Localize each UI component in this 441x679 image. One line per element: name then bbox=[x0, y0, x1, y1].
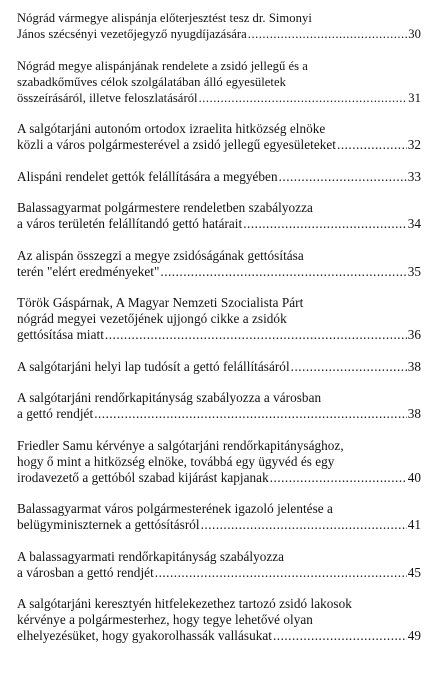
dot-leader bbox=[243, 216, 406, 232]
toc-page-number: 41 bbox=[407, 517, 421, 532]
toc-entry-last-line bbox=[17, 90, 421, 106]
toc-entry-line: A balassagyarmati rendőrkapitányság szabályozza bbox=[17, 548, 285, 564]
dot-leader bbox=[273, 628, 407, 644]
toc-entry bbox=[17, 501, 421, 533]
toc-entry-last-line bbox=[17, 565, 421, 581]
toc-entry bbox=[17, 549, 421, 581]
toc-entry bbox=[17, 390, 421, 422]
toc-entry-last-line bbox=[17, 264, 421, 280]
toc-entry-line: terén "elért eredményeket" bbox=[17, 263, 160, 279]
toc-entry-last-line bbox=[17, 517, 421, 533]
toc-page-number: 31 bbox=[408, 90, 421, 105]
table-of-contents bbox=[17, 10, 421, 660]
toc-entry-line: Az alispán összegzi a megye zsidóságának gettósítása bbox=[17, 247, 304, 263]
toc-entry bbox=[17, 438, 421, 486]
toc-entry-line: irodavezető a gettóból szabad kijárást kapjanak bbox=[17, 469, 269, 485]
toc-entry-line: közli a város polgármesterével a zsidó jellegű egyesületeket bbox=[17, 137, 337, 152]
dot-leader bbox=[94, 406, 407, 422]
toc-entry bbox=[17, 596, 421, 644]
toc-page-number: 45 bbox=[407, 564, 421, 580]
toc-entry-last-line bbox=[17, 169, 421, 185]
toc-entry bbox=[17, 10, 421, 42]
toc-entry-line: hogy ő mint a hitközség elnöke, továbbá egy ügyvéd és egy bbox=[17, 453, 335, 469]
toc-page-number: 38 bbox=[407, 406, 421, 421]
toc-entry bbox=[17, 248, 421, 280]
dot-leader bbox=[270, 470, 407, 486]
dot-leader bbox=[155, 565, 407, 581]
toc-entry-line: a gettó rendjét bbox=[17, 406, 94, 421]
toc-entry-last-line bbox=[17, 628, 421, 644]
toc-entry bbox=[17, 169, 421, 185]
toc-entry-last-line bbox=[17, 26, 421, 42]
toc-entry-line: szabadkőműves célok szolgálatában álló egyesületek bbox=[17, 74, 286, 89]
toc-entry-line: nógrád megyei vezetőjének ujjongó cikke a zsidók bbox=[17, 311, 287, 326]
toc-entry-line: Nógrád megye alispánjának rendelete a zsidó jellegű és a bbox=[17, 58, 308, 73]
toc-entry-line: összeírásáról, illetve feloszlatásáról bbox=[17, 90, 198, 105]
toc-entry-line: Nógrád vármegye alispánja előterjesztést tesz dr. Simonyi bbox=[17, 11, 312, 25]
toc-page-number: 32 bbox=[407, 137, 421, 152]
toc-entry-line: a város területén felállítandó gettó határait bbox=[17, 216, 243, 231]
toc-entry-line: kérvénye a polgármesterhez, hogy tegye lehetővé olyan bbox=[17, 612, 313, 627]
toc-entry-line: Alispáni rendelet gettók felállítására a megyében bbox=[17, 168, 278, 184]
toc-page-number: 38 bbox=[407, 358, 421, 374]
toc-entry-line: A salgótarjáni autonóm ortodox izraelita hitközség elnöke bbox=[17, 121, 326, 136]
toc-page-number: 35 bbox=[407, 263, 421, 279]
dot-leader bbox=[337, 137, 407, 153]
toc-page-number: 34 bbox=[407, 216, 421, 231]
toc-entry bbox=[17, 359, 421, 375]
toc-entry-line: A salgótarjáni helyi lap tudósít a gettó felállításáról bbox=[17, 358, 290, 374]
toc-entry-line: Friedler Samu kérvénye a salgótarjáni rendőrkapitánysághoz, bbox=[17, 437, 344, 453]
toc-entry-line: belügyminiszternek a gettósításról bbox=[17, 517, 200, 532]
toc-entry-last-line bbox=[17, 327, 421, 343]
dot-leader bbox=[291, 359, 407, 375]
toc-entry-line: Balassagyarmat város polgármesterének igazoló jelentése a bbox=[17, 501, 333, 516]
toc-entry-line: elhelyezésüket, hogy gyakorolhassák vallásukat bbox=[17, 628, 272, 643]
toc-entry-line: a városban a gettó rendjét bbox=[17, 564, 154, 580]
toc-entry-line: János szécsényi vezetőjegyző nyugdíjazására bbox=[17, 27, 247, 41]
toc-entry-line: gettósítása miatt bbox=[17, 327, 104, 342]
toc-page-number: 36 bbox=[407, 327, 421, 342]
toc-page-number: 33 bbox=[407, 168, 421, 184]
toc-entry-last-line bbox=[17, 137, 421, 153]
toc-entry bbox=[17, 121, 421, 153]
toc-entry-last-line bbox=[17, 406, 421, 422]
dot-leader bbox=[105, 327, 407, 343]
toc-entry bbox=[17, 200, 421, 232]
toc-entry bbox=[17, 58, 421, 106]
toc-entry bbox=[17, 295, 421, 343]
toc-entry-line: Balassagyarmat polgármestere rendeletben szabályozza bbox=[17, 200, 313, 215]
toc-page-number: 49 bbox=[407, 628, 421, 643]
toc-entry-line: A salgótarjáni rendőrkapitányság szabályozza a városban bbox=[17, 390, 322, 405]
toc-entry-last-line bbox=[17, 470, 421, 486]
toc-entry-line: A salgótarjáni keresztyén hitfelekezethez tartozó zsidó lakosok bbox=[17, 596, 352, 611]
toc-entry-last-line bbox=[17, 359, 421, 375]
dot-leader bbox=[199, 90, 408, 106]
dot-leader bbox=[160, 264, 406, 280]
toc-page-number: 40 bbox=[407, 469, 421, 485]
toc-entry-line: Török Gáspárnak, A Magyar Nemzeti Szocialista Párt bbox=[17, 295, 304, 310]
dot-leader bbox=[201, 517, 407, 533]
dot-leader bbox=[279, 169, 407, 185]
dot-leader bbox=[248, 26, 408, 42]
toc-entry-last-line bbox=[17, 216, 421, 232]
toc-page-number: 30 bbox=[408, 27, 421, 41]
